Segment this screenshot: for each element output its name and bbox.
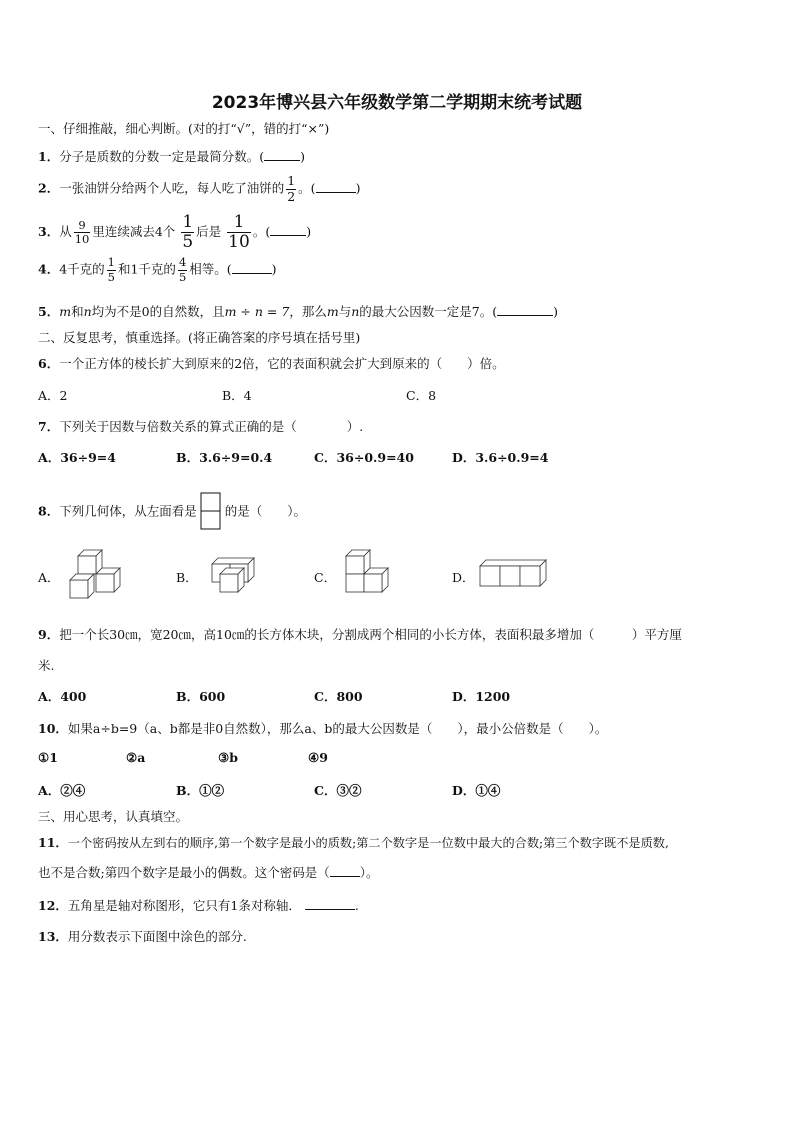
q9-option-a[interactable]: A．400 [38, 689, 87, 704]
q3-pre: 从 [59, 224, 72, 239]
q12-number: 12． [38, 898, 68, 913]
question-4 [38, 257, 277, 283]
q2-frac-den: 2 [287, 188, 296, 204]
q13-text: 用分数表示下面图中涂色的部分. [67, 929, 247, 944]
section1-heading: 一、仔细推敲，细心判断。(对的打“√”，错的打“×”) [38, 121, 330, 136]
q4-pre: 4千克的 [59, 261, 105, 277]
q1-number: 1． [38, 149, 60, 164]
q4-fraction-2 [178, 257, 187, 283]
q9-number: 9． [38, 627, 60, 642]
q3-mid2: 后是 [196, 224, 222, 239]
q3-f2-den: 5 [182, 232, 194, 252]
q10-option-a[interactable]: A．②④ [38, 783, 86, 798]
cube-stack-c-icon [344, 550, 392, 602]
q11-number: 11． [38, 835, 68, 850]
q8-option-b[interactable]: B． [176, 570, 198, 585]
q9-option-b[interactable]: B．600 [176, 689, 226, 704]
q5-var-n: n [83, 304, 92, 319]
q4-close: ) [271, 261, 277, 277]
question-7 [38, 417, 363, 435]
question-11 [38, 833, 762, 851]
q4-f2-num: 4 [178, 255, 187, 269]
q10-option-d[interactable]: D．①④ [452, 783, 501, 798]
question-6 [38, 354, 505, 372]
q7-option-b[interactable]: B．3.6÷9=0.4 [176, 450, 273, 465]
q5-mid: 均为不是0的自然数，且 [91, 304, 225, 319]
q12-text: 五角星是轴对称图形，它只有1条对称轴． [67, 898, 301, 913]
q6-number: 6． [38, 356, 60, 371]
section3-heading: 三、用心思考，认真填空。 [38, 809, 189, 824]
q3-f1-num: 9 [78, 217, 86, 232]
q3-f2-num: 1 [182, 212, 194, 232]
q12-answer-blank[interactable] [305, 909, 355, 910]
q6-text: 一个正方体的棱长扩大到原来的2倍，它的表面积就会扩大到原来的（ ）倍。 [59, 356, 505, 371]
question-12 [38, 896, 359, 914]
q2-number: 2． [38, 180, 60, 196]
q5-after: 的最大公因数一定是7。( [359, 304, 498, 319]
q3-mid: 里连续减去4个 [92, 224, 176, 239]
question-8 [38, 493, 306, 531]
q11-text-cont: 也不是合数;第四个数字是最小的偶数。这个密码是（ [38, 865, 330, 880]
q8-option-d[interactable]: D． [452, 570, 475, 585]
q8-option-c[interactable]: C． [314, 570, 337, 585]
page-title: 2023年博兴县六年级数学第二学期期末统考试题 [211, 93, 583, 113]
q4-number: 4． [38, 261, 60, 277]
q10-text: 如果a÷b=9（a、b都是非0自然数），那么a、b的最大公因数是（ ），最小公倍数是（ ）。 [67, 721, 608, 736]
q4-f1-den: 5 [107, 269, 115, 284]
q2-close: ) [355, 180, 361, 196]
q5-mid2: ，那么 [289, 304, 327, 319]
q3-fraction-1 [74, 217, 91, 246]
q11-close: ）。 [359, 865, 379, 880]
q8-number: 8． [38, 503, 60, 519]
cube-row-d-icon [478, 560, 548, 588]
q3-f3-den: 10 [228, 232, 250, 252]
q2-fraction [286, 175, 296, 203]
q10-choice-1: ①1 [38, 750, 58, 765]
q12-after: . [354, 898, 359, 913]
q1-text: 分子是质数的分数一定是最简分数。( [59, 149, 265, 164]
q5-var-m: m [59, 304, 72, 319]
q2-after: 。( [298, 180, 316, 196]
q2-answer-blank[interactable] [316, 192, 356, 193]
question-3 [38, 214, 311, 251]
question-2 [38, 175, 360, 203]
q4-after: 相等。( [189, 261, 232, 277]
q13-number: 13． [38, 929, 68, 944]
q3-f1-den: 10 [74, 232, 90, 246]
cube-stack-b-icon [206, 556, 262, 598]
q5-answer-blank[interactable] [497, 315, 553, 316]
q5-expression: m ÷ n = 7 [224, 304, 290, 319]
q7-number: 7． [38, 419, 60, 434]
question-13 [38, 927, 247, 945]
q10-choice-4: ④9 [308, 750, 328, 765]
q4-mid: 和1千克的 [117, 261, 176, 277]
q10-choice-2: ②a [126, 750, 146, 765]
q3-number: 3． [38, 224, 60, 239]
q10-option-b[interactable]: B．①② [176, 783, 225, 798]
q7-text: 下列关于因数与倍数关系的算式正确的是（ ）. [59, 419, 364, 434]
q9-option-c[interactable]: C．800 [314, 689, 363, 704]
q5-with: 与 [338, 304, 352, 319]
question-9 [38, 625, 682, 643]
q3-after: 。( [252, 224, 271, 239]
q10-number: 10． [38, 721, 68, 736]
q8-after: 的是（ ）。 [224, 503, 306, 519]
q4-f2-den: 5 [178, 269, 187, 284]
q6-option-a[interactable]: A．2 [38, 388, 68, 403]
q11-text-cont-line [38, 863, 378, 881]
q3-answer-blank[interactable] [270, 235, 306, 236]
two-stacked-squares-icon [200, 493, 222, 531]
q11-text: 一个密码按从左到右的顺序,第一个数字是最小的质数;第二个数字是一位数中最大的合数;第三个数字既不是质数, [67, 836, 669, 850]
q3-fraction-2 [181, 214, 194, 251]
q4-f1-num: 1 [107, 255, 115, 269]
q1-answer-blank[interactable] [264, 160, 300, 161]
q5-var-m2: m [326, 304, 339, 319]
q10-choice-3: ③b [218, 750, 238, 765]
q10-option-c[interactable]: C．③② [314, 783, 362, 798]
q6-option-b[interactable]: B．4 [222, 388, 252, 403]
q5-close: ) [553, 304, 558, 319]
q9-option-d[interactable]: D．1200 [452, 689, 511, 704]
q5-and: 和 [71, 304, 84, 319]
q3-close: ) [306, 224, 312, 239]
q2-frac-num: 1 [287, 173, 296, 188]
q2-text: 一张油饼分给两个人吃，每人吃了油饼的 [59, 180, 285, 196]
q4-fraction-1 [107, 257, 116, 283]
q3-f3-num: 1 [233, 212, 245, 232]
question-10 [38, 719, 607, 737]
q5-number: 5． [38, 304, 60, 319]
cube-stack-a-icon [66, 548, 122, 602]
q7-option-d[interactable]: D．3.6÷0.9=4 [452, 450, 549, 465]
q5-var-n2: n [351, 304, 360, 319]
q1-close: ) [300, 149, 305, 164]
q4-answer-blank[interactable] [232, 273, 272, 274]
q7-option-a[interactable]: A．36÷9=4 [38, 450, 116, 465]
q6-option-c[interactable]: C．8 [406, 388, 437, 403]
q11-answer-blank[interactable] [330, 876, 360, 877]
question-1 [38, 147, 305, 165]
q9-text-cont: 米. [38, 658, 55, 673]
section2-heading: 二、反复思考，慎重选择。(将正确答案的序号填在括号里) [38, 330, 361, 345]
q8-option-a[interactable]: A． [38, 570, 60, 585]
q8-pre: 下列几何体，从左面看是 [59, 503, 197, 519]
q3-fraction-3 [227, 214, 251, 251]
q9-text: 把一个长30㎝，宽20㎝，高10㎝的长方体木块，分割成两个相同的小长方体，表面积最多增加（ ）平方厘 [59, 627, 682, 642]
question-5 [38, 302, 558, 320]
q7-option-c[interactable]: C．36÷0.9=40 [314, 450, 414, 465]
